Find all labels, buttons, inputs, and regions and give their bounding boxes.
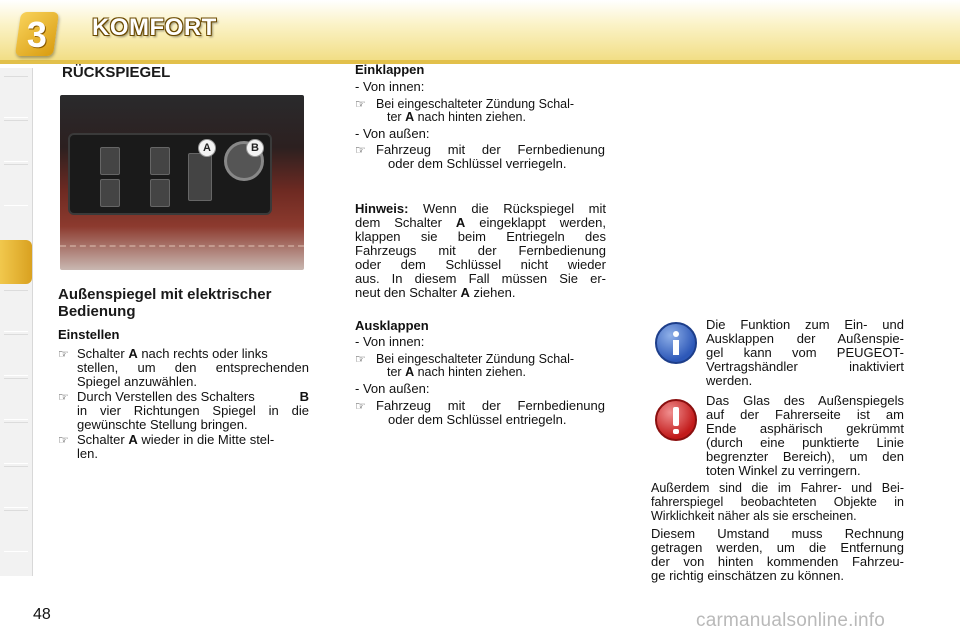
chapter-badge — [15, 12, 59, 56]
page-number: 48 — [33, 606, 51, 623]
paragraph-line: ge richtig einschätzen zu können. — [651, 568, 844, 583]
bullet-text: Fahrzeug mit der Fernbedienung — [376, 142, 605, 157]
info-icon — [655, 322, 697, 364]
info-icon-bar — [673, 340, 679, 355]
ausklappen-von-innen: - Von innen: — [355, 334, 425, 349]
paragraph-line: fahrerspiegel beobachteten Objekte in — [651, 495, 904, 509]
warning-text: Das Glas des Außenspiegels — [706, 393, 904, 408]
ausklappen-heading: Ausklappen — [355, 318, 429, 333]
bullet-text-part: Schalter — [77, 346, 129, 361]
bullet-text — [387, 365, 526, 379]
hinweis-text: ziehen. — [469, 285, 516, 300]
hinweis-line: Fahrzeugs mit der Fernbedienung — [355, 243, 606, 258]
warning-text: Ende asphärisch gekrümmt — [706, 421, 904, 436]
hinweis-text: eingeklappt werden, — [465, 215, 606, 230]
key-label: B — [299, 389, 309, 404]
watermark: carmanualsonline.info — [696, 610, 886, 631]
pointing-hand-icon: ☞ — [355, 97, 366, 111]
key-label: A — [460, 285, 470, 300]
pointing-hand-icon: ☞ — [58, 390, 69, 404]
warning-text: auf der Fahrerseite ist am — [706, 407, 904, 422]
info-text: gel kann vom PEUGEOT- — [706, 345, 904, 360]
pointing-hand-icon: ☞ — [58, 347, 69, 361]
info-text: Die Funktion zum Ein- und — [706, 317, 904, 332]
chapter-tab[interactable] — [4, 164, 28, 206]
mirror-selector-switch — [188, 153, 212, 201]
bullet-text — [77, 347, 309, 361]
einklappen-von-aussen: - Von außen: — [355, 126, 430, 141]
window-switch — [150, 179, 170, 207]
bullet-text-part: nach hinten ziehen. — [414, 110, 526, 124]
key-label: A — [128, 432, 138, 447]
info-text: Vertragshändler inaktiviert — [706, 359, 904, 374]
chapter-tab[interactable] — [4, 290, 28, 332]
label-a: A — [198, 139, 216, 157]
chapter-number: 3 — [26, 14, 47, 55]
bullet-text — [77, 433, 309, 447]
bullet-text: Bei eingeschalteter Zündung Schal- — [376, 97, 575, 111]
exclamation-icon — [655, 399, 697, 441]
einklappen-von-innen: - Von innen: — [355, 79, 425, 94]
bullet-text: stellen, um den entsprechenden — [77, 360, 309, 375]
window-switch — [100, 179, 120, 207]
exclamation-icon-bar — [673, 407, 679, 426]
key-label: A — [128, 346, 138, 361]
bullet-text-part: wieder in die Mitte stel- — [137, 432, 275, 447]
bullet-text — [77, 390, 309, 404]
bullet-text-part: ter — [387, 110, 406, 124]
hinweis-line: klappen sie beim Entriegeln des — [355, 229, 606, 244]
info-text: werden. — [706, 373, 753, 388]
paragraph-line: Wirklichkeit näher als sie erscheinen. — [651, 509, 857, 523]
chapter-tab[interactable] — [4, 466, 28, 508]
exclamation-icon-dot — [673, 429, 679, 434]
window-switch — [150, 147, 170, 175]
bullet-text: Spiegel anzuwählen. — [77, 374, 197, 389]
paragraph-line: getragen werden, um die Entfernung — [651, 540, 904, 555]
section-title: RÜCKSPIEGEL — [62, 64, 171, 81]
einklappen-heading: Einklappen — [355, 62, 425, 77]
chapter-tab[interactable] — [4, 334, 28, 376]
hinweis-line — [355, 286, 515, 300]
paragraph-line: der von hinten kommenden Fahrzeu- — [651, 554, 904, 569]
einstellen-heading: Einstellen — [58, 327, 120, 342]
hinweis-line — [355, 202, 606, 216]
hinweis-label: Hinweis: — [355, 201, 409, 216]
key-label: A — [405, 365, 415, 379]
chapter-tab[interactable] — [4, 378, 28, 420]
pointing-hand-icon: ☞ — [58, 433, 69, 447]
chapter-tab[interactable] — [4, 120, 28, 162]
hinweis-line — [355, 216, 606, 230]
pointing-hand-icon: ☞ — [355, 143, 366, 157]
info-icon-dot — [673, 331, 679, 337]
warning-text: (durch eine punktierte Linie — [706, 435, 904, 450]
bullet-text — [387, 110, 526, 124]
chapter-tab-active[interactable] — [0, 240, 32, 284]
bullet-text-part: nach hinten ziehen. — [414, 365, 526, 379]
subsection-title — [58, 286, 271, 320]
key-label: A — [405, 110, 415, 124]
info-text: Ausklappen der Außenspie- — [706, 331, 904, 346]
subsection-title-line: Außenspiegel mit elektrischer — [58, 286, 272, 303]
hinweis-text: Wenn die Rückspiegel mit — [408, 201, 606, 216]
bullet-text: Fahrzeug mit der Fernbedienung — [376, 398, 605, 413]
label-b: B — [246, 139, 264, 157]
paragraph-line: Außerdem sind die im Fahrer- und Bei- — [651, 481, 904, 495]
warning-text: toten Winkel zu verringern. — [706, 463, 861, 478]
chapter-tab-strip — [0, 68, 33, 576]
subsection-title-line: Bedienung — [58, 303, 136, 320]
bullet-text: gewünschte Stellung bringen. — [77, 417, 248, 432]
hinweis-text: neut den Schalter — [355, 285, 461, 300]
door-stitching — [60, 245, 304, 249]
bullet-text-part: ter — [387, 365, 406, 379]
bullet-text-part: Schalter — [77, 432, 129, 447]
bullet-text-part: nach rechts oder links — [137, 346, 268, 361]
hinweis-line: aus. In diesem Fall müssen Sie er- — [355, 271, 606, 286]
warning-text: begrenzter Bereich), um den — [706, 449, 904, 464]
key-label: A — [455, 215, 466, 230]
bullet-text: Bei eingeschalteter Zündung Schal- — [376, 352, 575, 366]
bullet-text: len. — [77, 446, 98, 461]
pointing-hand-icon: ☞ — [355, 352, 366, 366]
pointing-hand-icon: ☞ — [355, 399, 366, 413]
chapter-tab[interactable] — [4, 422, 28, 464]
bullet-text-part: Durch Verstellen des Schalters — [77, 389, 255, 404]
paragraph-line: Diesem Umstand muss Rechnung — [651, 526, 904, 541]
chapter-title: KOMFORT — [92, 14, 217, 41]
bullet-text: oder dem Schlüssel entriegeln. — [388, 412, 567, 427]
chapter-tab[interactable] — [4, 510, 28, 552]
hinweis-text: dem Schalter — [355, 215, 456, 230]
hinweis-line: oder dem Schlüssel nicht wieder — [355, 257, 606, 272]
ausklappen-von-aussen: - Von außen: — [355, 381, 430, 396]
window-switch — [100, 147, 120, 175]
bullet-text: in vier Richtungen Spiegel in die — [77, 403, 309, 418]
door-switch-photo — [60, 95, 304, 270]
bullet-text: oder dem Schlüssel verriegeln. — [388, 156, 567, 171]
chapter-tab[interactable] — [4, 76, 28, 118]
